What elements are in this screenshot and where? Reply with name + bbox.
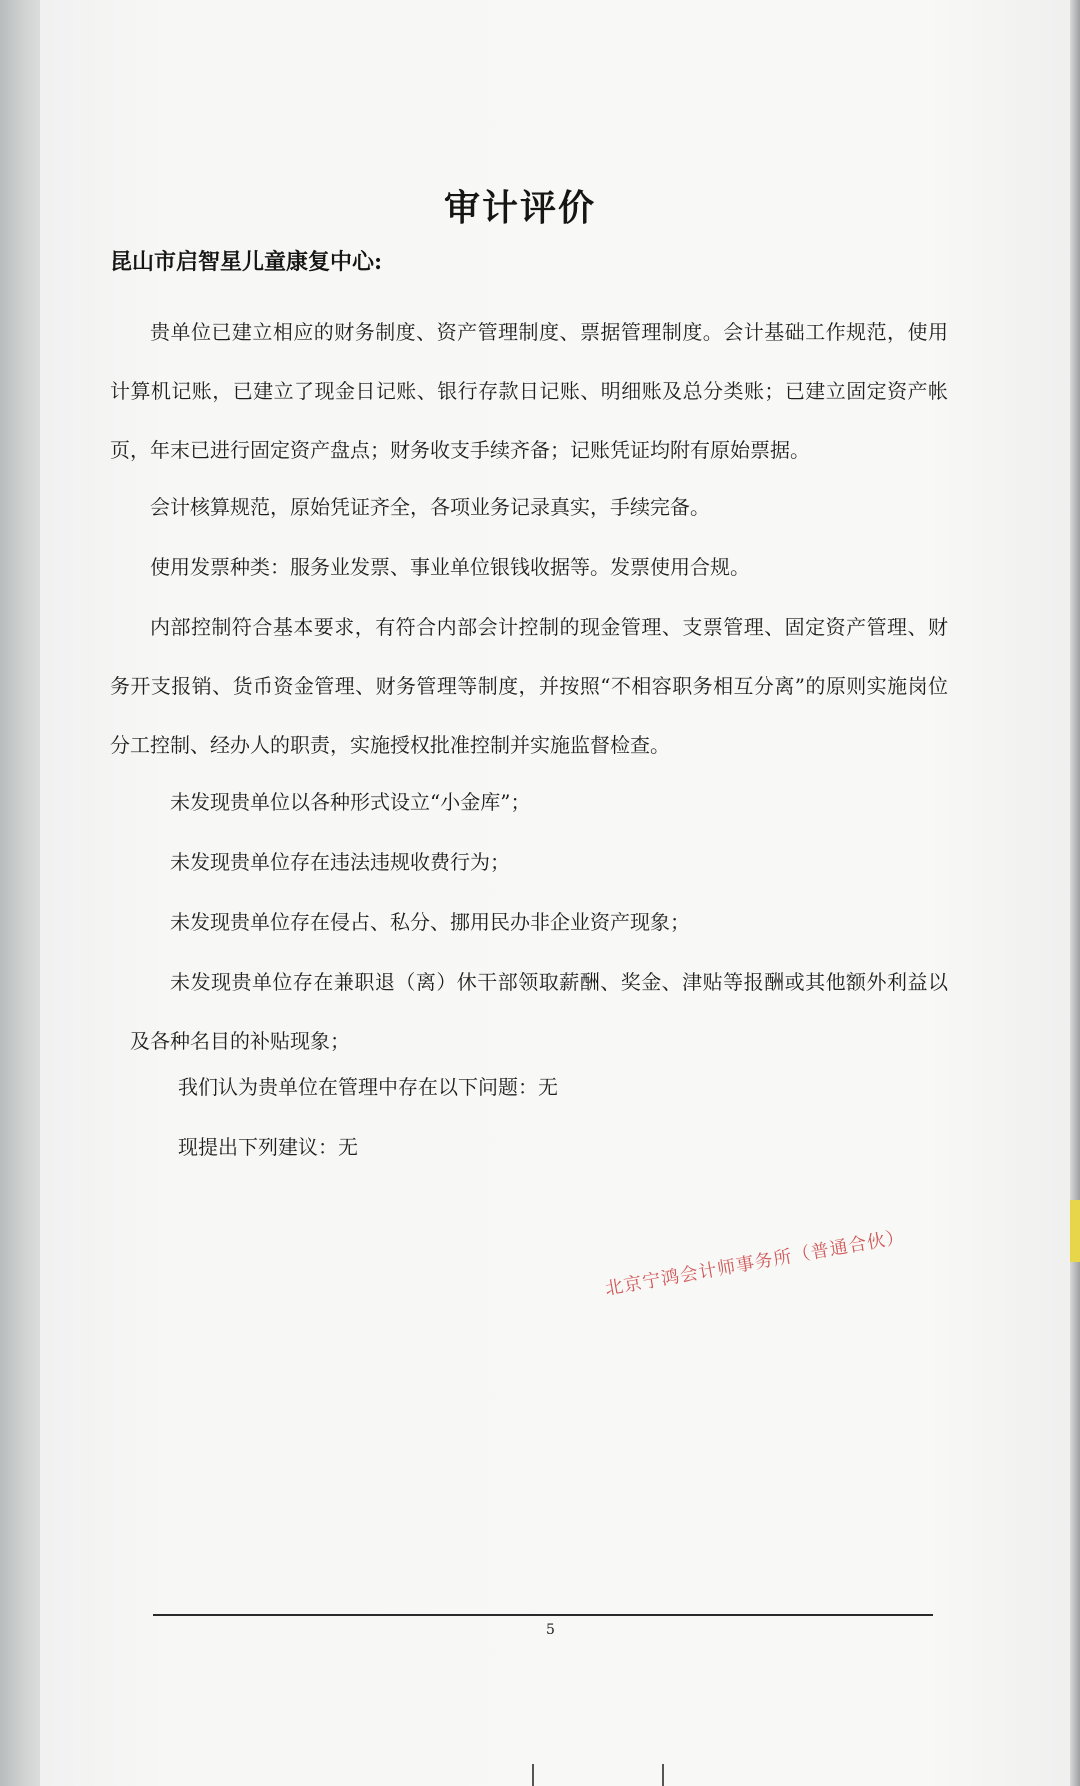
paragraph-suggestions: 现提出下列建议：无 <box>178 1135 358 1159</box>
footer-rule <box>153 1614 933 1616</box>
paragraph-accounting: 会计核算规范，原始凭证齐全，各项业务记录真实，手续完备。 <box>150 495 710 519</box>
page-number: 5 <box>546 1622 555 1638</box>
addressee: 昆山市启智星儿童康复中心: <box>110 249 383 275</box>
yellow-tab <box>1070 1200 1080 1262</box>
binding-mark <box>532 1764 534 1786</box>
next-page-edge <box>1070 0 1080 1786</box>
firm-seal-stamp: 北京宁鸿会计师事务所（普通合伙） <box>603 1226 907 1300</box>
document-title: 审计评价 <box>443 187 596 229</box>
document-page <box>40 0 1080 1786</box>
binding-mark <box>662 1764 664 1786</box>
paragraph-invoices: 使用发票种类：服务业发票、事业单位银钱收据等。发票使用合规。 <box>150 555 750 579</box>
paragraph-no-misappropriation: 未发现贵单位存在侵占、私分、挪用民办非企业资产现象； <box>170 910 690 934</box>
paragraph-no-illegal-fees: 未发现贵单位存在违法违规收费行为； <box>170 850 510 874</box>
paragraph-no-retired-pay: 未发现贵单位存在兼职退（离）休干部领取薪酬、奖金、津贴等报酬或其他额外利益以及各种名目的补贴现象； <box>130 970 948 1053</box>
paragraph-internal-control: 内部控制符合基本要求，有符合内部会计控制的现金管理、支票管理、固定资产管理、财务开支报销、货币资金管理、财务管理等制度，并按照“不相容职务相互分离”的原则实施岗位分工控制、经办人的职责，实施授权批准控制并实施监督检查。 <box>110 615 948 757</box>
paragraph-financial-systems: 贵单位已建立相应的财务制度、资产管理制度、票据管理制度。会计基础工作规范，使用计算机记账，已建立了现金日记账、银行存款日记账、明细账及总分类账；已建立固定资产帐页，年末已进行固定资产盘点；财务收支手续齐备；记账凭证均附有原始票据。 <box>110 320 948 462</box>
paragraph-problems: 我们认为贵单位在管理中存在以下问题：无 <box>178 1075 558 1099</box>
paragraph-no-slush-fund: 未发现贵单位以各种形式设立“小金库”； <box>170 790 531 814</box>
